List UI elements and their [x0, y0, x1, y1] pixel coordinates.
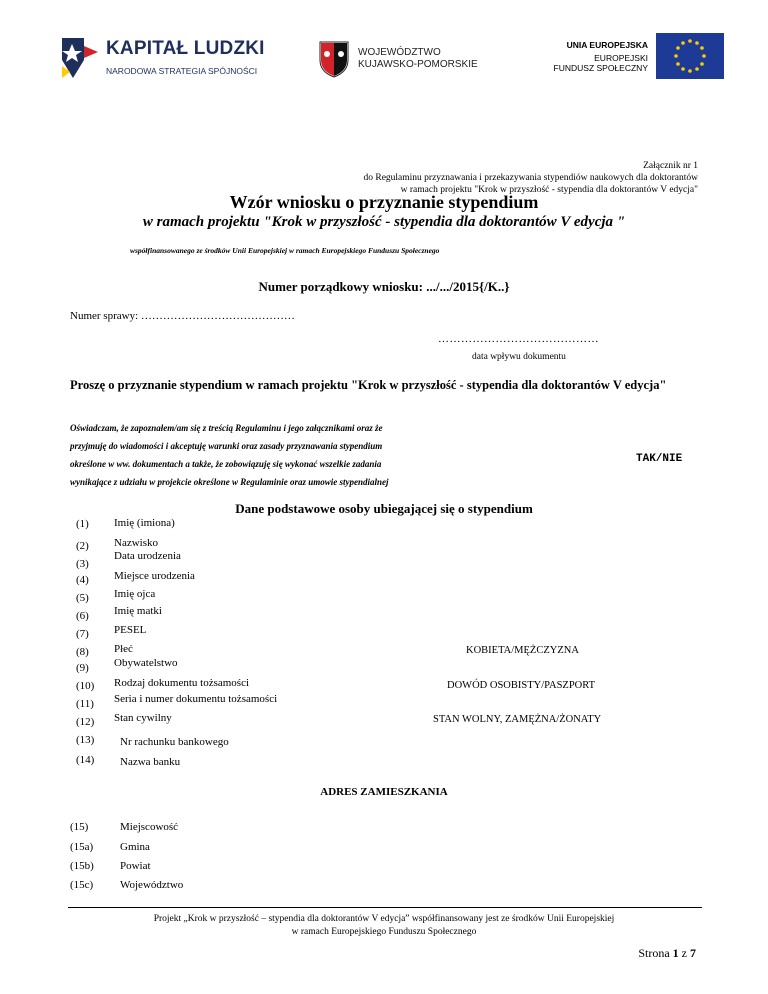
kapital-ludzki-logo [58, 28, 265, 88]
field-label: Miejscowość [120, 821, 179, 833]
application-number: Numer porządkowy wniosku: .../.../2015{/K..} [258, 279, 510, 294]
field-label: Województwo [120, 879, 184, 891]
field-label: Obywatelstwo [114, 657, 178, 669]
field-number: (15b) [70, 860, 94, 872]
document-subtitle: w ramach projektu "Krok w przyszłość - stypendia dla doktorantów V edycja " [142, 214, 626, 230]
field-number: (2) [76, 540, 89, 552]
field-number: (11) [76, 698, 94, 710]
yes-no-choice: TAK/NIE [636, 453, 683, 465]
eu-logo-line2: EUROPEJSKI [594, 53, 648, 63]
footer-line2: w ramach Europejskiego Funduszu Społecznego [291, 927, 477, 937]
eu-logo-line1: UNIA EUROPEJSKA [566, 40, 648, 50]
coat-of-arms-icon [318, 40, 350, 78]
field-label: PESEL [114, 624, 147, 636]
field-number: (1) [76, 518, 89, 530]
page-number [638, 946, 696, 961]
field-number: (7) [76, 628, 89, 640]
field-value: STAN WOLNY, ZAMĘŻNA/ŻONATY [433, 714, 602, 725]
field-number: (8) [76, 646, 89, 658]
inflow-date-label: data wpływu dokumentu [472, 352, 566, 362]
declaration [70, 419, 470, 491]
section-title: Dane podstawowe osoby ubiegającej się o stypendium [235, 501, 533, 516]
annex-note [363, 160, 698, 196]
field-label: Rodzaj dokumentu tożsamości [114, 677, 250, 689]
page-separator: z [681, 946, 687, 960]
field-label: Imię ojca [114, 588, 156, 600]
kapital-ludzki-emblem-icon [58, 32, 102, 84]
field-number: (10) [76, 680, 95, 692]
field-number: (15c) [70, 879, 94, 891]
region-logo [318, 40, 478, 80]
region-logo-line1: WOJEWÓDZTWO [358, 47, 441, 58]
field-number: (14) [76, 754, 95, 766]
annex-line1: Załącznik nr 1 [643, 161, 698, 171]
field-number: (9) [76, 662, 89, 674]
footer-divider [68, 907, 702, 908]
eu-logo [553, 33, 724, 81]
field-number: (3) [76, 558, 89, 570]
field-label: Powiat [120, 860, 151, 872]
address-section-title: ADRES ZAMIESZKANIA [320, 786, 448, 798]
case-number: Numer sprawy: …………………………………… [70, 310, 295, 322]
request-statement: Proszę o przyznanie stypendium w ramach projektu "Krok w przyszłość - stypendia dla doktorantów V edycja" [70, 378, 667, 392]
field-number: (15a) [70, 841, 94, 853]
declaration-line: wynikające z udziału w projekcie określone w Regulaminie oraz umowie stypendialnej [70, 477, 389, 487]
eu-flag-icon [656, 33, 724, 79]
field-label: Płeć [114, 643, 133, 655]
field-label: Nazwa banku [120, 756, 181, 768]
field-number: (5) [76, 592, 89, 604]
region-logo-line2: KUJAWSKO-POMORSKIE [358, 59, 478, 70]
inflow-date-field: …………………………………… [438, 333, 599, 345]
field-number: (12) [76, 716, 95, 728]
field-number: (13) [76, 734, 95, 746]
field-label: Imię (imiona) [114, 517, 175, 529]
field-label: Nr rachunku bankowego [120, 736, 229, 748]
field-label: Imię matki [114, 605, 162, 617]
kapital-ludzki-title: KAPITAŁ LUDZKI [106, 38, 265, 59]
field-value: DOWÓD OSOBISTY/PASZPORT [447, 680, 596, 691]
declaration-line: określone w ww. dokumentach a także, że zobowiązuję się wykonać wszelkie zadania [70, 459, 382, 469]
field-label: Data urodzenia [114, 550, 181, 562]
field-label: Stan cywilny [114, 712, 172, 724]
declaration-line: przyjmuję do wiadomości i akceptuję warunki oraz zasady przyznawania stypendium [70, 441, 383, 451]
field-number: (15) [70, 821, 89, 833]
kapital-ludzki-subtitle: NARODOWA STRATEGIA SPÓJNOŚCI [106, 66, 258, 76]
field-number: (6) [76, 610, 89, 622]
page-total: 7 [690, 946, 696, 960]
annex-line3: w ramach projektu "Krok w przyszłość - stypendia dla doktorantów V edycja" [400, 185, 698, 195]
field-label: Miejsce urodzenia [114, 570, 195, 582]
field-number: (4) [76, 574, 89, 586]
footer [0, 913, 768, 939]
declaration-line: Oświadczam, że zapoznałem/am się z treścią Regulaminu i jego załącznikami oraz że [70, 423, 383, 433]
field-label: Gmina [120, 841, 150, 853]
page-label: Strona [638, 946, 670, 960]
cofinancing-note: współfinansowanego ze środków Unii Europejskiej w ramach Europejskiego Funduszu Społecznego [130, 246, 440, 255]
footer-line1: Projekt „Krok w przyszłość – stypendia dla doktorantów V edycja” współfinansowany jest ze środków Unii Europejskiej [153, 914, 615, 924]
document-title: Wzór wniosku o przyznanie stypendium [229, 192, 539, 212]
annex-line2: do Regulaminu przyznawania i przekazywania stypendiów naukowych dla doktorantów [363, 173, 698, 183]
field-label: Seria i numer dokumentu tożsamości [114, 693, 278, 705]
page-current: 1 [672, 946, 679, 960]
field-value: KOBIETA/MĘŻCZYZNA [466, 645, 579, 656]
field-label: Nazwisko [114, 537, 158, 549]
eu-logo-line3: FUNDUSZ SPOŁECZNY [553, 63, 648, 73]
